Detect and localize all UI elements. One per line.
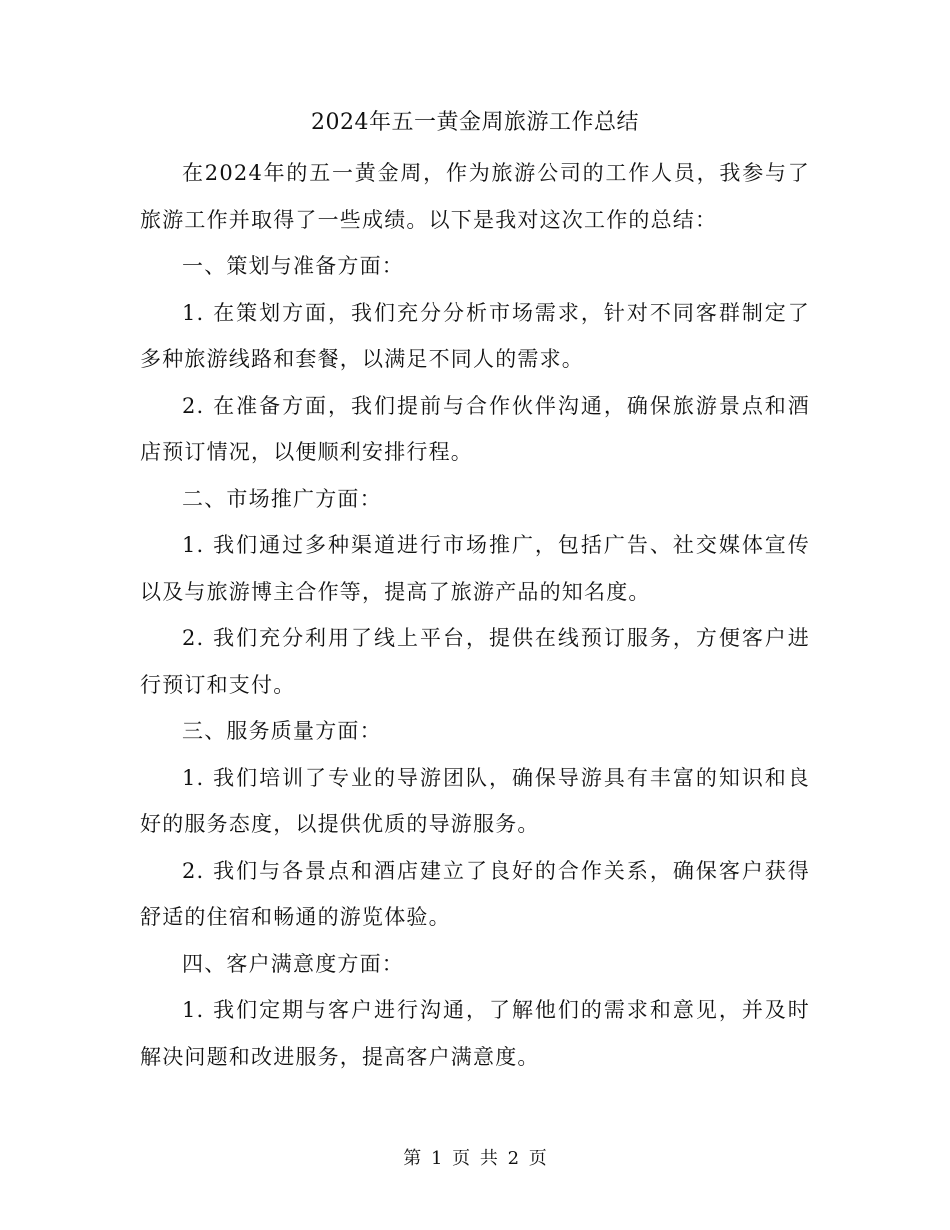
section-heading-service: 三、服务质量方面： bbox=[182, 719, 382, 743]
paragraph: 2. 我们与各景点和酒店建立了良好的合作关系，确保客户获得舒适的住宿和畅通的游览体验。 bbox=[140, 858, 810, 929]
document-title: 2024年五一黄金周旅游工作总结 bbox=[311, 110, 639, 135]
paragraph: 2. 在准备方面，我们提前与合作伙伴沟通，确保旅游景点和酒店预订情况，以便顺利安排行程。 bbox=[140, 393, 810, 464]
section-heading-satisfaction: 四、客户满意度方面： bbox=[182, 951, 404, 976]
paragraph: 1. 我们定期与客户进行沟通，了解他们的需求和意见，并及时解决问题和改进服务，提高客户满意度。 bbox=[140, 998, 810, 1069]
page-number: 第 1 页 共 2 页 bbox=[403, 1148, 547, 1169]
paragraph: 2. 我们充分利用了线上平台，提供在线预订服务，方便客户进行预订和支付。 bbox=[140, 626, 810, 697]
document-body bbox=[140, 150, 810, 1080]
section-heading-planning: 一、策划与准备方面： bbox=[182, 254, 404, 278]
intro-paragraph: 在2024年的五一黄金周，作为旅游公司的工作人员，我参与了旅游工作并取得了一些成绩。以下是我对这次工作的总结： bbox=[140, 161, 810, 232]
paragraph: 1. 我们培训了专业的导游团队，确保导游具有丰富的知识和良好的服务态度，以提供优质的导游服务。 bbox=[140, 765, 810, 836]
section-heading-marketing: 二、市场推广方面： bbox=[182, 486, 382, 511]
paragraph: 1. 我们通过多种渠道进行市场推广，包括广告、社交媒体宣传以及与旅游博主合作等，提高了旅游产品的知名度。 bbox=[140, 533, 810, 604]
paragraph: 1. 在策划方面，我们充分分析市场需求，针对不同客群制定了多种旅游线路和套餐，以满足不同人的需求。 bbox=[140, 300, 810, 371]
